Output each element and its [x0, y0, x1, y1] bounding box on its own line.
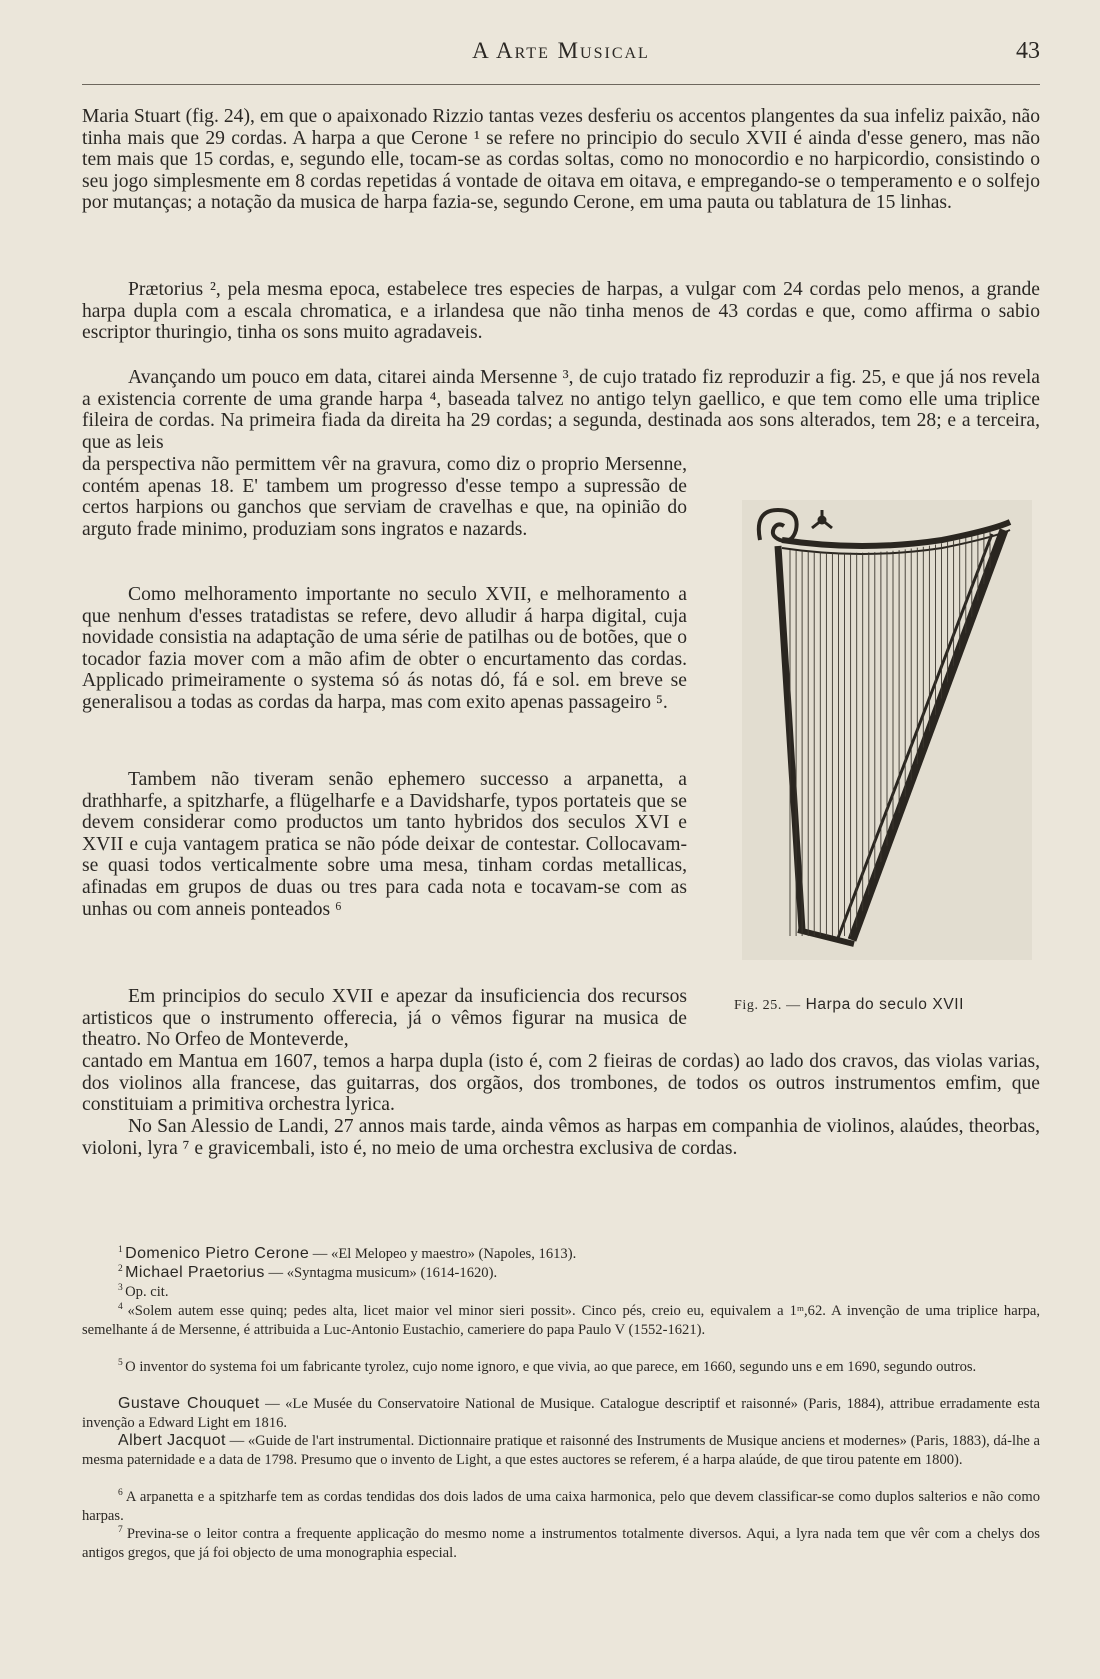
- page-number: 43: [1016, 38, 1040, 64]
- footnote-mark: 2: [118, 1264, 126, 1275]
- header-rule: [82, 84, 1040, 85]
- paragraph-6-full: cantado em Mantua em 1607, temos a harpa dupla (isto é, com 2 fieiras de cordas) ao lado dos cravos, das violas varias, dos violinos alla francese, das guitarras, dos orgãos, dos trombones, de todos os outros instrumentos emfim, que constituiam a primitiva orchestra lyrica.: [82, 1051, 1040, 1116]
- footnote-mark: 1: [118, 1245, 126, 1256]
- footnote: [82, 1283, 1040, 1302]
- figure-label: Fig. 25. —: [734, 998, 801, 1013]
- figure-caption: [734, 996, 1044, 1014]
- footnote-text: A arpanetta e a spitzharfe tem as cordas tendidas dos dois lados de uma caixa harmonica, pelo que devem classificar-se como duplos salterios e não como harpas.: [82, 1489, 1040, 1524]
- footnote: [82, 1302, 1040, 1339]
- footnote: [82, 1432, 1040, 1469]
- footnote-text: O inventor do systema foi um fabricante tyrolez, cujo nome ignoro, e que vivia, ao que parece, em 1660, segundo uns e em 1690, segundo outros.: [125, 1359, 977, 1375]
- paragraph-7: No San Alessio de Landi, 27 annos mais tarde, ainda vêmos as harpas em companhia de violinos, alaúdes, theorbas, violoni, lyra ⁷ e gravicembali, isto é, no meio de uma orchestra exclusiva de cordas.: [82, 1116, 1040, 1159]
- footnote: [82, 1358, 1040, 1377]
- harp-illustration: [742, 500, 1032, 960]
- paragraph-3-narrow: da perspectiva não permittem vêr na gravura, como diz o proprio Mersenne, contém apenas 18. E' tambem um progresso d'esse tempo a supressão de certos harpions ou ganchos que serviam de cravelhas e que, na opinião do arguto frade minimo, produziam sons ingratos e nazards.: [82, 454, 687, 540]
- footnote-mark: 3: [118, 1283, 126, 1294]
- figure-caption-text: Harpa do seculo XVII: [805, 996, 965, 1013]
- footnote-text: — «El Melopeo y maestro» (Napoles, 1613).: [309, 1246, 577, 1262]
- footnote-author: Albert Jacquot: [118, 1432, 226, 1449]
- paragraph-6-narrow: Em principios do seculo XVII e apezar da insuficiencia dos recursos artisticos que o instrumento offerecia, já o vêmos figurar na musica de theatro. No Orfeo de Monteverde,: [82, 986, 687, 1051]
- footnote-text: Op. cit.: [125, 1284, 169, 1300]
- footnote: [82, 1525, 1040, 1562]
- footnote-text: — «Guide de l'art instrumental. Dictionnaire pratique et raisonné des Instruments de Musique anciens et modernes» (Paris, 1883), dá-lhe a mesma paternidade e a data de 1798. Presumo que o invento de Light, a que estes auctores se referem, é a harpa alaúde, de que tirou patente em 1800).: [82, 1433, 1041, 1468]
- footnote-mark: 5: [118, 1358, 126, 1369]
- footnote-mark: 4: [118, 1302, 128, 1313]
- footnote-text: «Solem autem esse quinq; pedes alta, licet maior vel minor sieri possit». Cinco pés, creio eu, equivalem a 1ᵐ,62. A invenção de uma triplice harpa, semelhante á de Mersenne, é attribuida a Luc-Antonio Eustachio, cameriere do papa Paulo V (1552-1621).: [82, 1303, 1040, 1338]
- footnote-text: Previna-se o leitor contra a frequente applicação do mesmo nome a instrumentos totalmente diversos. Aqui, a lyra nada tem que vêr com a chelys dos antigos gregos, que já foi objecto de uma monographia especial.: [82, 1526, 1040, 1561]
- footnote-author: Michael Praetorius: [125, 1264, 265, 1281]
- harp-engraving-image: [742, 500, 1032, 960]
- footnote-text: — «Syntagma musicum» (1614-1620).: [264, 1265, 498, 1281]
- footnote-author: Domenico Pietro Cerone: [125, 1245, 310, 1262]
- paragraph-1: Maria Stuart (fig. 24), em que o apaixonado Rizzio tantas vezes desferiu os accentos plangentes da sua infeliz paixão, não tinha mais que 29 cordas. A harpa a que Cerone ¹ se refere no principio do seculo XVII é ainda d'esse genero, mas não tem mais que 15 cordas, e, segundo elle, tocam-se as cordas soltas, como no monocordio e no harpicordio, consistindo o seu jogo simplesmente em 8 cordas repetidas á vontade de oitava em oitava, e empregando-se o temperamento e o solfejo por mutanças; a notação da musica de harpa fazia-se, segundo Cerone, em uma pauta ou tablatura de 15 linhas.: [82, 106, 1040, 214]
- paragraph-5: Tambem não tiveram senão ephemero successo a arpanetta, a drathharfe, a spitzharfe, a flügelharfe e a Davidsharfe, typos portateis que se devem considerar como productos um tanto hybridos dos seculos XVI e XVII e cuja vantagem pratica se não póde deixar de contestar. Collocavam-se quasi todos verticalmente sobre uma mesa, tinham cordas metallicas, afinadas em grupos de duas ou tres para cada nota e tocavam-se com as unhas ou com anneis ponteados ⁶: [82, 769, 687, 920]
- footnote-mark: 7: [118, 1525, 127, 1536]
- footnote-mark: 6: [118, 1488, 126, 1499]
- footnote-author: Gustave Chouquet: [118, 1395, 260, 1412]
- footnote: [82, 1245, 1040, 1264]
- running-header: [82, 38, 1040, 78]
- footnote: [82, 1395, 1040, 1432]
- journal-title: A Arte Musical: [472, 38, 650, 63]
- footnote: [82, 1264, 1040, 1283]
- paragraph-2: Prætorius ², pela mesma epoca, estabelece tres especies de harpas, a vulgar com 24 cordas pelo menos, a grande harpa dupla com a escala chromatica, e a irlandesa que não tinha menos de 43 cordas e que, como affirma o sabio escriptor thuringio, tinha os sons muito agradaveis.: [82, 279, 1040, 344]
- paragraph-4: Como melhoramento importante no seculo XVII, e melhoramento a que nenhum d'esses tratadistas se refere, devo alludir á harpa digital, cuja novidade consistia na adaptação de uma série de patilhas ou de botões, que o tocador fazia mover com a mão afim de obter o encurtamento das cordas. Applicado primeiramente o systema só ás notas dó, fá e sol. em breve se generalisou a todas as cordas da harpa, mas com exito apenas passageiro ⁵.: [82, 584, 687, 713]
- paragraph-3-full: Avançando um pouco em data, citarei ainda Mersenne ³, de cujo tratado fiz reproduzir a fig. 25, e que já nos revela a existencia corrente de uma grande harpa ⁴, baseada talvez no antigo telyn gaellico, e que tem como elle uma triplice fileira de cordas. Na primeira fiada da direita ha 29 cordas; a segunda, destinada aos sons alterados, tem 28; e a terceira, que as leis: [82, 367, 1040, 453]
- footnote: [82, 1488, 1040, 1525]
- footnote-text: — «Le Musée du Conservatoire National de Musique. Catalogue descriptif et raisonné» (Paris, 1884), attribue erradamente esta invenção a Edward Light em 1816.: [82, 1396, 1040, 1431]
